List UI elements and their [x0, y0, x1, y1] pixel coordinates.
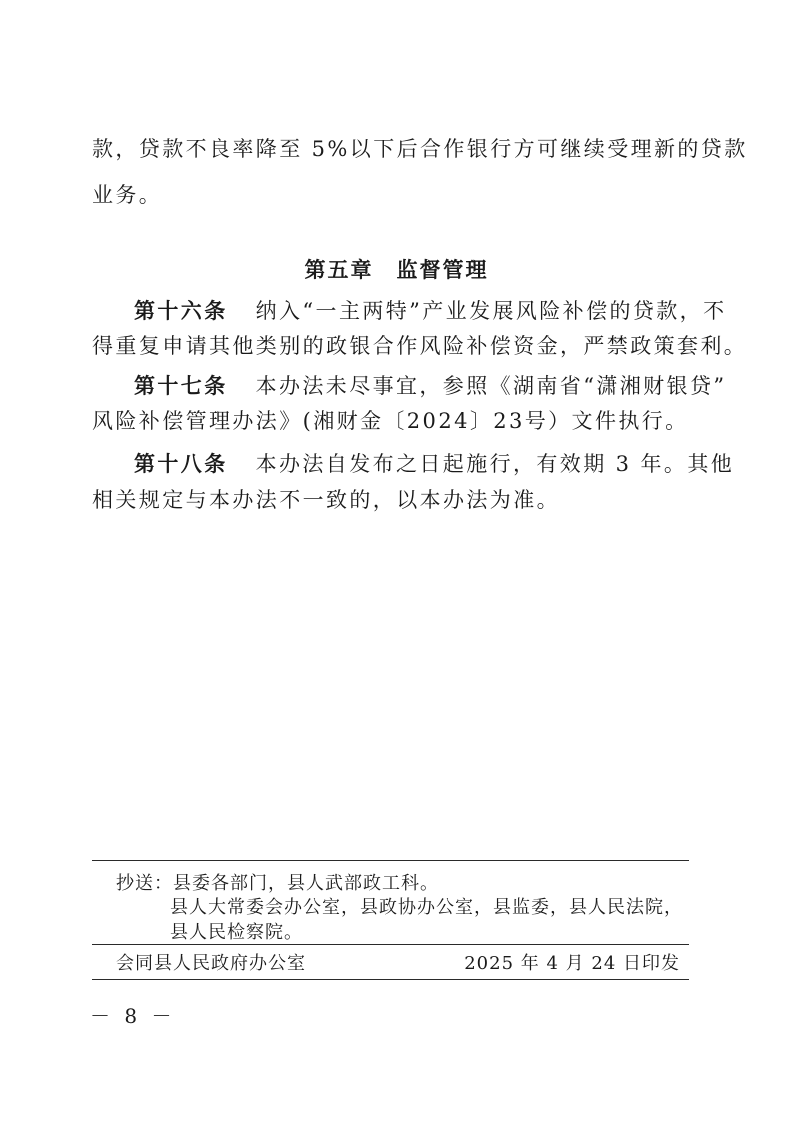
cc-label: 抄送：: [116, 873, 173, 894]
paragraph-line: 业务。: [92, 183, 163, 207]
paragraph-line: 款，贷款不良率降至 5%以下后合作银行方可继续受理新的贷款: [92, 137, 748, 161]
article-18-text: 本办法自发布之日起施行，有效期 3 年。其他: [255, 452, 735, 476]
page-number: － 8 －: [90, 1004, 176, 1028]
article-17-line-2: 风险补偿管理办法》(湘财金〔2024〕23号）文件执行。: [92, 409, 689, 433]
footer-middle-rule: [92, 944, 689, 945]
article-16-line-2: 得重复申请其他类别的政银合作风险补偿资金，严禁政策套利。: [92, 334, 748, 358]
cc-line-3: 县人民检察院。: [170, 922, 303, 943]
article-16-label: 第十六条: [134, 299, 228, 323]
footer-top-rule: [92, 860, 689, 861]
article-18-line-2: 相关规定与本办法不一致的，以本办法为准。: [92, 488, 560, 512]
article-17-line-1: [134, 370, 726, 400]
article-16-text: 纳入“一主两特”产业发展风险补偿的贷款，不: [255, 299, 727, 323]
article-17-text: 本办法未尽事宜，参照《湖南省“潇湘财银贷”: [255, 374, 727, 398]
issuer: 会同县人民政府办公室: [116, 953, 306, 974]
issue-date: 2025 年 4 月 24 日印发: [464, 953, 680, 974]
cc-line-1: [116, 869, 439, 895]
article-18-label: 第十八条: [134, 452, 228, 476]
article-17-label: 第十七条: [134, 374, 228, 398]
chapter-heading: 第五章 监督管理: [304, 258, 489, 282]
cc-line-2: 县人大常委会办公室，县政协办公室，县监委，县人民法院，: [170, 897, 683, 918]
article-18-line-1: [134, 448, 734, 478]
footer-bottom-rule: [92, 979, 689, 980]
article-16-line-1: [134, 295, 726, 325]
cc-recipients: 县委各部门，县人武部政工科。: [173, 873, 439, 894]
